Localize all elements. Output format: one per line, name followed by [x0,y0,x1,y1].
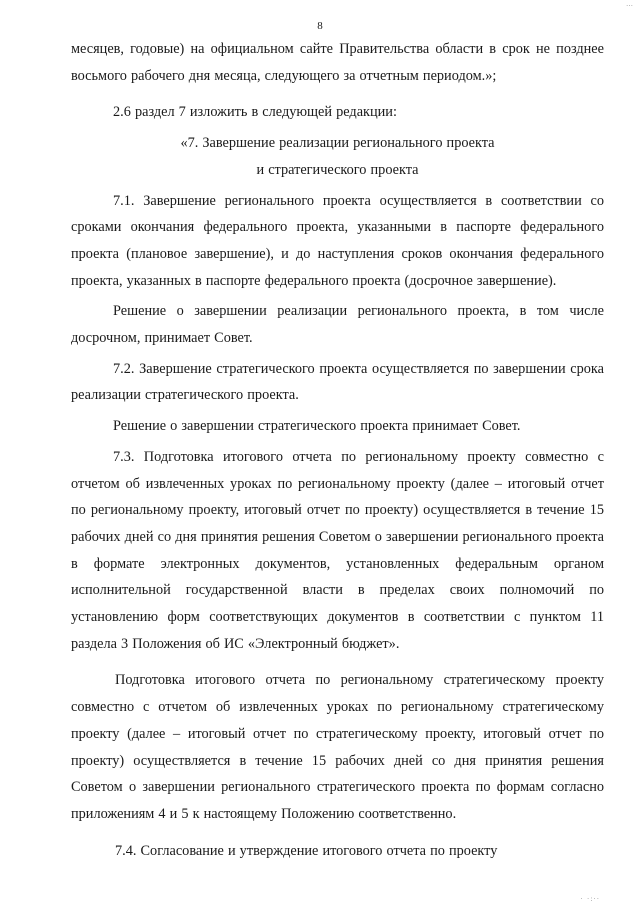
paragraph-7-3: 7.3. Подготовка итогового отчета по региональному проекту совместно с отчетом об извлеченных уроках по региональному проекту (далее – итоговый отчет по региональному проекту, итоговый отчет по проекту) осуществляется в течение 15 рабочих дней со дня принятия решения Советом о завершении регионального проекта в формате электронных документов, установленных федеральным органом исполнительной государственной власти в пределах своих полномочий по установлению форм соответствующих документов в соответствии с пунктом 11 раздела 3 Положения об ИС «Электронный бюджет». [71,448,604,652]
page-number: 8 [317,20,323,32]
paragraph-continuation: месяцев, годовые) на официальном сайте Правительства области в срок не позднее восьмого рабочего дня месяца, следующего за отчетным периодом.»; [71,41,604,84]
paragraph-amendment-intro: 2.6 раздел 7 изложить в следующей редакции: [113,104,397,121]
paragraph-7-4: 7.4. Согласование и утверждение итогового отчета по проекту [115,842,498,859]
paragraph-7-1: 7.1. Завершение регионального проекта осуществляется в соответствии со сроками окончания федерального проекта, указанными в паспорте федерального проекта (плановое завершение), и до наступления сроков окончания федерального проекта, указанных в паспорте федерального проекта (досрочное завершение). [71,192,604,289]
section-title-line-1: «7. Завершение реализации регионального проекта [180,135,495,152]
paragraph-7-3-strategic: Подготовка итогового отчета по региональному стратегическому проекту совместно с отчетом об извлеченных уроках по региональному стратегическому проекту (далее – итоговый отчет по стратегическому проекту, итоговый отчет по проекту) осуществляется в течение 15 рабочих дней со дня принятия решения Советом о завершении регионального стратегического проекта по формам согласно приложениям 4 и 5 к настоящему Положению соответственно. [71,672,604,822]
document-body [71,36,604,864]
scan-mark-bottom: · ·:·· [580,895,600,903]
scan-mark-top: … [626,0,634,8]
paragraph-7-1-decision: Решение о завершении реализации регионального проекта, в том числе досрочном, принимает Совет. [71,303,604,347]
paragraph-7-2: 7.2. Завершение стратегического проекта осуществляется по завершении срока реализации стратегического проекта. [71,360,604,404]
paragraph-7-2-decision: Решение о завершении стратегического проекта принимает Совет. [113,418,521,435]
section-title-line-2: и стратегического проекта [256,161,419,178]
